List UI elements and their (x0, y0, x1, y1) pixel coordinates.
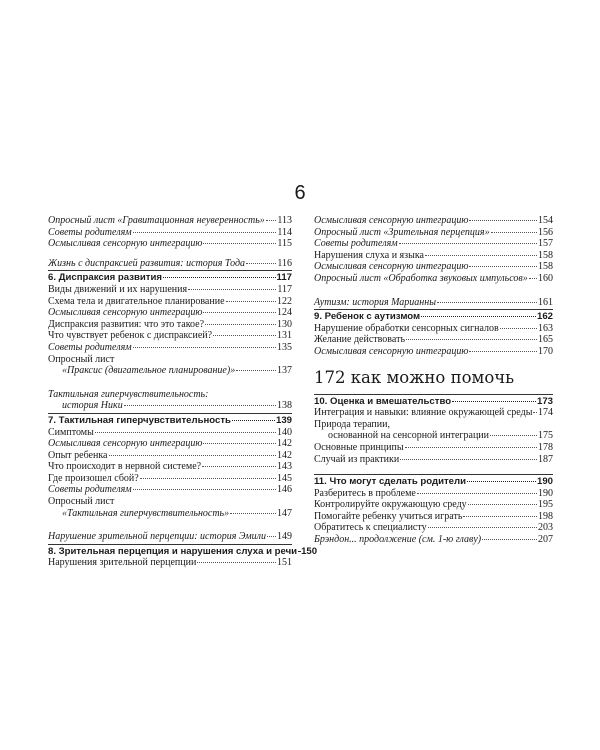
toc-chapter[interactable]: 9. Ребенок с аутизмом 162 (314, 311, 553, 323)
toc-entry[interactable]: Помогайте ребенку учиться играть 198 (314, 510, 553, 522)
toc-entry[interactable]: Обратитесь к специалисту 203 (314, 522, 553, 534)
toc-chapter[interactable]: 7. Тактильная гиперчувствительность 139 (48, 414, 292, 426)
toc-right-column (314, 215, 553, 546)
toc-entry-line: Природа терапии, (314, 418, 390, 430)
toc-entry[interactable]: история Ники 138 (62, 400, 292, 412)
toc-left-column (48, 215, 318, 569)
toc-entry[interactable]: Опыт ребенка 142 (48, 449, 292, 461)
toc-entry-line: Опросный лист (48, 496, 115, 508)
toc-entry[interactable]: Случай из практики 187 (314, 453, 553, 465)
toc-entry[interactable]: Желание действовать 165 (314, 334, 553, 346)
toc-entry[interactable]: Диспраксия развития: что это такое? 130 (48, 318, 292, 330)
toc-entry[interactable]: основанной на сенсорной интеграции 175 (328, 430, 553, 442)
toc-entry[interactable]: Нарушение обработки сенсорных сигналов 163 (314, 322, 553, 334)
toc-entry[interactable]: Что чувствует ребенок с диспраксией? 131 (48, 330, 292, 342)
toc-chapter[interactable]: 8. Зрительная перцепция и нарушения слуха и речи 150 (48, 545, 318, 557)
toc-entry[interactable]: Разберитесь в проблеме 190 (314, 487, 553, 499)
toc-entry[interactable]: Контролируйте окружающую среду 195 (314, 499, 553, 511)
toc-chapter[interactable]: 6. Диспраксия развития 117 (48, 272, 292, 284)
toc-entry-line: Тактильная гиперчувствительность: (48, 388, 209, 400)
toc-entry[interactable]: «Тактильная гиперчувствительность» 147 (62, 507, 292, 519)
toc-entry[interactable]: Интеграция и навыки: влияние окружающей среды 174 (314, 407, 553, 419)
toc-entry[interactable]: Нарушения слуха и языка 158 (314, 249, 553, 261)
toc-entry[interactable]: Советы родителям 157 (314, 238, 553, 250)
toc-entry[interactable]: Нарушения зрительной перцепции 151 (48, 557, 292, 569)
toc-chapter[interactable]: 11. Что могут сделать родители 190 (314, 476, 553, 488)
toc-entry[interactable]: Что происходит в нервной системе? 143 (48, 461, 292, 473)
toc-entry[interactable]: Советы родителям 114 (48, 226, 292, 238)
toc-entry[interactable]: Брэндон... продолжение (см. 1-ю главу) 207 (314, 534, 553, 546)
toc-entry[interactable]: Основные принципы 178 (314, 441, 553, 453)
toc-entry[interactable]: Осмысливая сенсорную интеграцию 115 (48, 238, 292, 250)
toc-entry[interactable]: Осмысливая сенсорную интеграцию 158 (314, 261, 553, 273)
toc-entry[interactable]: Советы родителям 135 (48, 341, 292, 353)
toc-entry[interactable]: Аутизм: история Марианны 161 (314, 296, 553, 308)
toc-entry[interactable]: Жизнь с диспраксией развития: история Тода 116 (48, 257, 292, 269)
section-heading: 172 как можно помочь (314, 367, 515, 387)
toc-entry[interactable]: Осмысливая сенсорную интеграцию 142 (48, 438, 292, 450)
toc-entry[interactable]: Виды движений и их нарушения 117 (48, 283, 292, 295)
toc-entry[interactable]: Осмысливая сенсорную интеграцию 154 (314, 215, 553, 226)
toc-entry[interactable]: Осмысливая сенсорную интеграцию 124 (48, 307, 292, 319)
page-number: 6 (294, 182, 306, 204)
toc-entry[interactable]: Осмысливая сенсорную интеграцию 170 (314, 345, 553, 357)
toc-chapter[interactable]: 10. Оценка и вмешательство 173 (314, 395, 553, 407)
toc-entry[interactable]: Нарушение зрительной перцепции: история Эмили 149 (48, 531, 292, 543)
toc-entry[interactable]: Опросный лист «Гравитационная неуверенность» 113 (48, 215, 292, 226)
toc-entry[interactable]: Опросный лист «Обработка звуковых импульсов» 160 (314, 272, 553, 284)
toc-entry[interactable]: Схема тела и двигательное планирование 122 (48, 295, 292, 307)
toc-entry[interactable]: Где произошел сбой? 145 (48, 472, 292, 484)
toc-entry[interactable]: «Праксис (двигательное планирование)» 137 (62, 365, 292, 377)
toc-entry-line: Опросный лист (48, 353, 115, 365)
toc-entry[interactable]: Симптомы 140 (48, 426, 292, 438)
toc-entry[interactable]: Советы родителям 146 (48, 484, 292, 496)
toc-entry[interactable]: Опросный лист «Зрительная перцепция» 156 (314, 226, 553, 238)
